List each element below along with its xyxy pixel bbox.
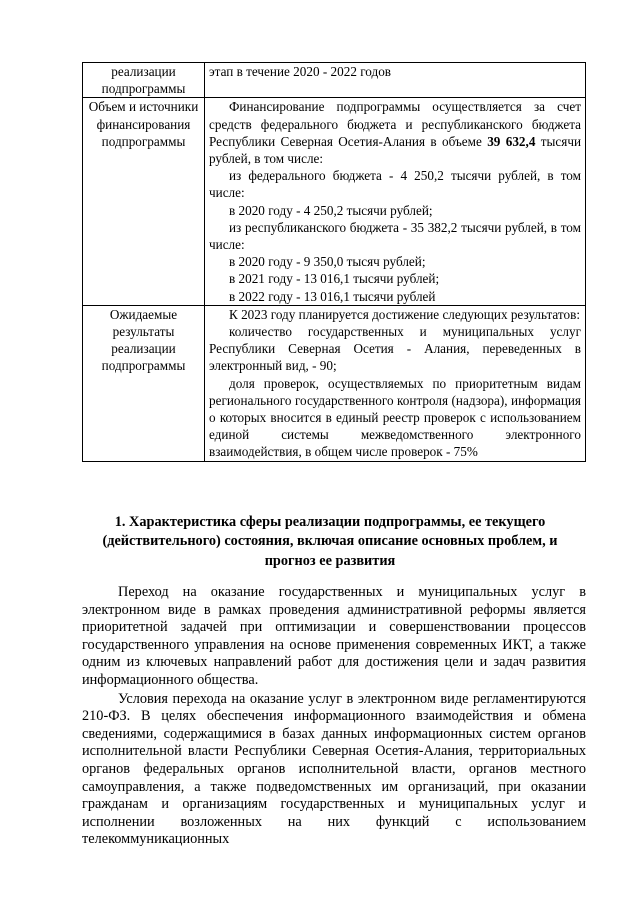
section-body (82, 584, 586, 849)
row-text: этап в течение 2020 - 2022 годов (209, 64, 392, 79)
funding-total: 39 632,4 (487, 133, 536, 149)
table-row (83, 98, 586, 305)
body-paragraph: Условия перехода на оказание услуг в электронном виде регламентируются 210-ФЗ. В целях обеспечения информационного взаимодействия и обмена сведениями, содержащимися в базах данных информационных систем органов исполнительной власти Республики Северная Осетия-Алания, территориальных органов федеральных органов исполнительной власти, органов местного самоуправления, а также подведомственных им организаций, при оказании гражданам и организациям государственных и муниципальных услуг и исполнении возложенных на них функций с использованием телекоммуникационных (82, 690, 586, 848)
funding-intro: Финансирование подпрограммы осуществляется за счет средств федерального бюджета и республиканского бюджета Республики Северная Осетия-Алания в объеме (209, 99, 581, 149)
row-label: Объем и источники финансирования подпрограммы (83, 98, 205, 305)
section-heading: 1. Характеристика сферы реализации подпрограммы, ее текущего (действительного) состояния, включая описание основных проблем, и прогноз ее развития (102, 514, 558, 569)
row-value (205, 305, 586, 461)
body-paragraph: Переход на оказание государственных и муниципальных услуг в электронном виде в рамках проведения административной реформы является приоритетной задачей при оптимизации и совершенствовании процессов государственного управления на основе применения современных ИКТ, а также одним из ключевых направлений работ для достижения цели и задач развития информационного общества. (82, 584, 586, 688)
result-item: количество государственных и муниципальных услуг Республики Северная Осетия - Алания, переведенных в электронный вид, - 90; (209, 324, 581, 374)
subprogram-passport-table (82, 62, 586, 462)
republic-2020-line: в 2020 году - 9 350,0 тысяч рублей; (229, 254, 426, 270)
republic-2022-line: в 2022 году - 13 016,1 тысячи рублей (229, 288, 436, 304)
row-value (205, 98, 586, 305)
federal-2020-line: в 2020 году - 4 250,2 тысячи рублей; (229, 202, 433, 218)
republic-budget-line: из республиканского бюджета - 35 382,2 тысячи рублей, в том числе: (209, 219, 581, 253)
row-value (205, 63, 586, 98)
table-row (83, 63, 586, 98)
funding-total-suffix: тысячи рублей, в том числе: (209, 133, 582, 167)
row-label: реализации подпрограммы (83, 63, 205, 98)
results-intro: К 2023 году планируется достижение следующих результатов: (229, 306, 580, 322)
federal-budget-line: из федерального бюджета - 4 250,2 тысячи рублей, в том числе: (209, 168, 581, 201)
funding-intro-paragraph (209, 98, 581, 167)
result-item: доля проверок, осуществляемых по приоритетным видам регионального государственного контроля (надзора), информация о которых вносится в единый реестр проверок с использованием единой системы межведомственного электронного взаимодействия, в общем числе проверок - 75% (209, 375, 581, 460)
table-row (83, 305, 586, 461)
republic-2021-line: в 2021 году - 13 016,1 тысячи рублей; (229, 271, 440, 287)
row-label: Ожидаемые результаты реализации подпрограммы (83, 305, 205, 461)
